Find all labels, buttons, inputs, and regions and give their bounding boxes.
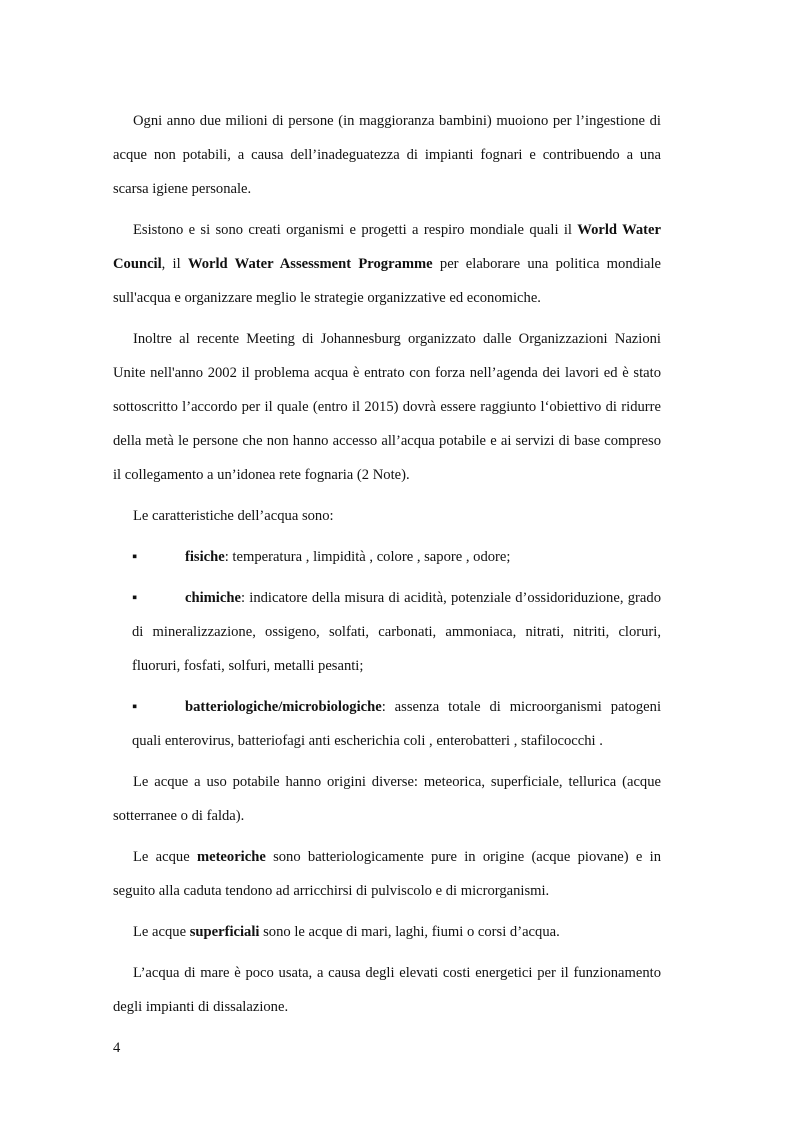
highlight-meteoriche: meteoriche (196, 849, 266, 865)
bullet-square-icon: ▪ (132, 590, 138, 606)
bullet-term: fisiche (185, 549, 225, 565)
paragraph-text: L’acqua di mare è poco usata, a causa degli elevati costi energetici per il funzionamento degli impianti di dissalazione. (113, 965, 661, 1015)
bullet-square-icon: ▪ (132, 549, 138, 565)
paragraph-text: Inoltre al recente Meeting di Johannesburg organizzato dalle Organizzazioni Nazioni Unite nell'anno 2002 il problema acqua è entrato con forza nell’agenda dei lavori ed è stato sottoscritto l’accordo per il quale (entro il 2015) dovrà essere raggiunto l‘obiettivo di ridurre della metà le persone che non hanno accesso all’acqua potabile e ai servizi di base compreso il collegamento a un’idonea rete fognaria (2 Note). (113, 331, 661, 483)
paragraph-organizations (113, 213, 661, 315)
paragraph-text: sono le acque di mari, laghi, fiumi o corsi d’acqua. (259, 924, 560, 940)
paragraph-text: Le acque (133, 849, 197, 865)
paragraph-characteristics-intro (113, 499, 661, 533)
paragraph-text: Ogni anno due milioni di persone (in maggioranza bambini) muoiono per l’ingestione di acque non potabili, a causa dell’inadeguatezza di impianti fognari e contribuendo a una scarsa igiene personale. (113, 113, 661, 197)
bullet-text: : assenza totale di microorganismi patogeni quali enterovirus, batteriofagi anti escherichia coli , enterobatteri , stafilococchi . (132, 699, 661, 749)
paragraph-text: Le acque a uso potabile hanno origini diverse: meteorica, superficiale, tellurica (acque sotterranee o di falda). (113, 774, 661, 824)
paragraph-text: Le caratteristiche dell’acqua sono: (133, 508, 334, 524)
bullet-text: : indicatore della misura di acidità, potenziale d’ossidoriduzione, grado di mineralizzazione, ossigeno, solfati, carbonati, ammoniaca, nitrati, nitriti, cloruri, fluoruri, fosfati, solfuri, metalli pesanti; (132, 590, 661, 674)
list-item-chimiche (113, 581, 661, 683)
paragraph-mortality (113, 104, 661, 206)
list-item-fisiche (113, 540, 661, 574)
paragraph-superficiali (113, 915, 661, 949)
bullet-text: : temperatura , limpidità , colore , sapore , odore; (224, 549, 511, 565)
paragraph-text: , il (161, 256, 188, 272)
paragraph-text: Esistono e si sono creati organismi e progetti a respiro mondiale quali il (133, 222, 578, 238)
paragraph-text: per elaborare una politica mondiale sull'acqua e organizzare meglio le strategie organizzative ed economiche. (113, 256, 661, 306)
list-item-batteriologiche (113, 690, 661, 758)
paragraph-text: sono batteriologicamente pure in origine (acque piovane) e in seguito alla caduta tendono ad arricchirsi di pulviscolo e di microrganismi. (113, 849, 661, 899)
page-number: 4 (113, 1040, 121, 1056)
paragraph-sea-water (113, 956, 661, 1024)
paragraph-text: Le acque (133, 924, 190, 940)
highlight-assessment-programme: World Water Assessment Programme (187, 256, 433, 272)
body-text (113, 104, 661, 1031)
bullet-term: batteriologiche/microbiologiche (185, 699, 382, 715)
bullet-square-icon: ▪ (132, 699, 138, 715)
bullet-term: chimiche (185, 590, 241, 606)
paragraph-origins (113, 765, 661, 833)
paragraph-meteoriche (113, 840, 661, 908)
highlight-world-water-council: World Water Council (113, 222, 661, 272)
paragraph-johannesburg (113, 322, 661, 492)
highlight-superficiali: superficiali (189, 924, 260, 940)
